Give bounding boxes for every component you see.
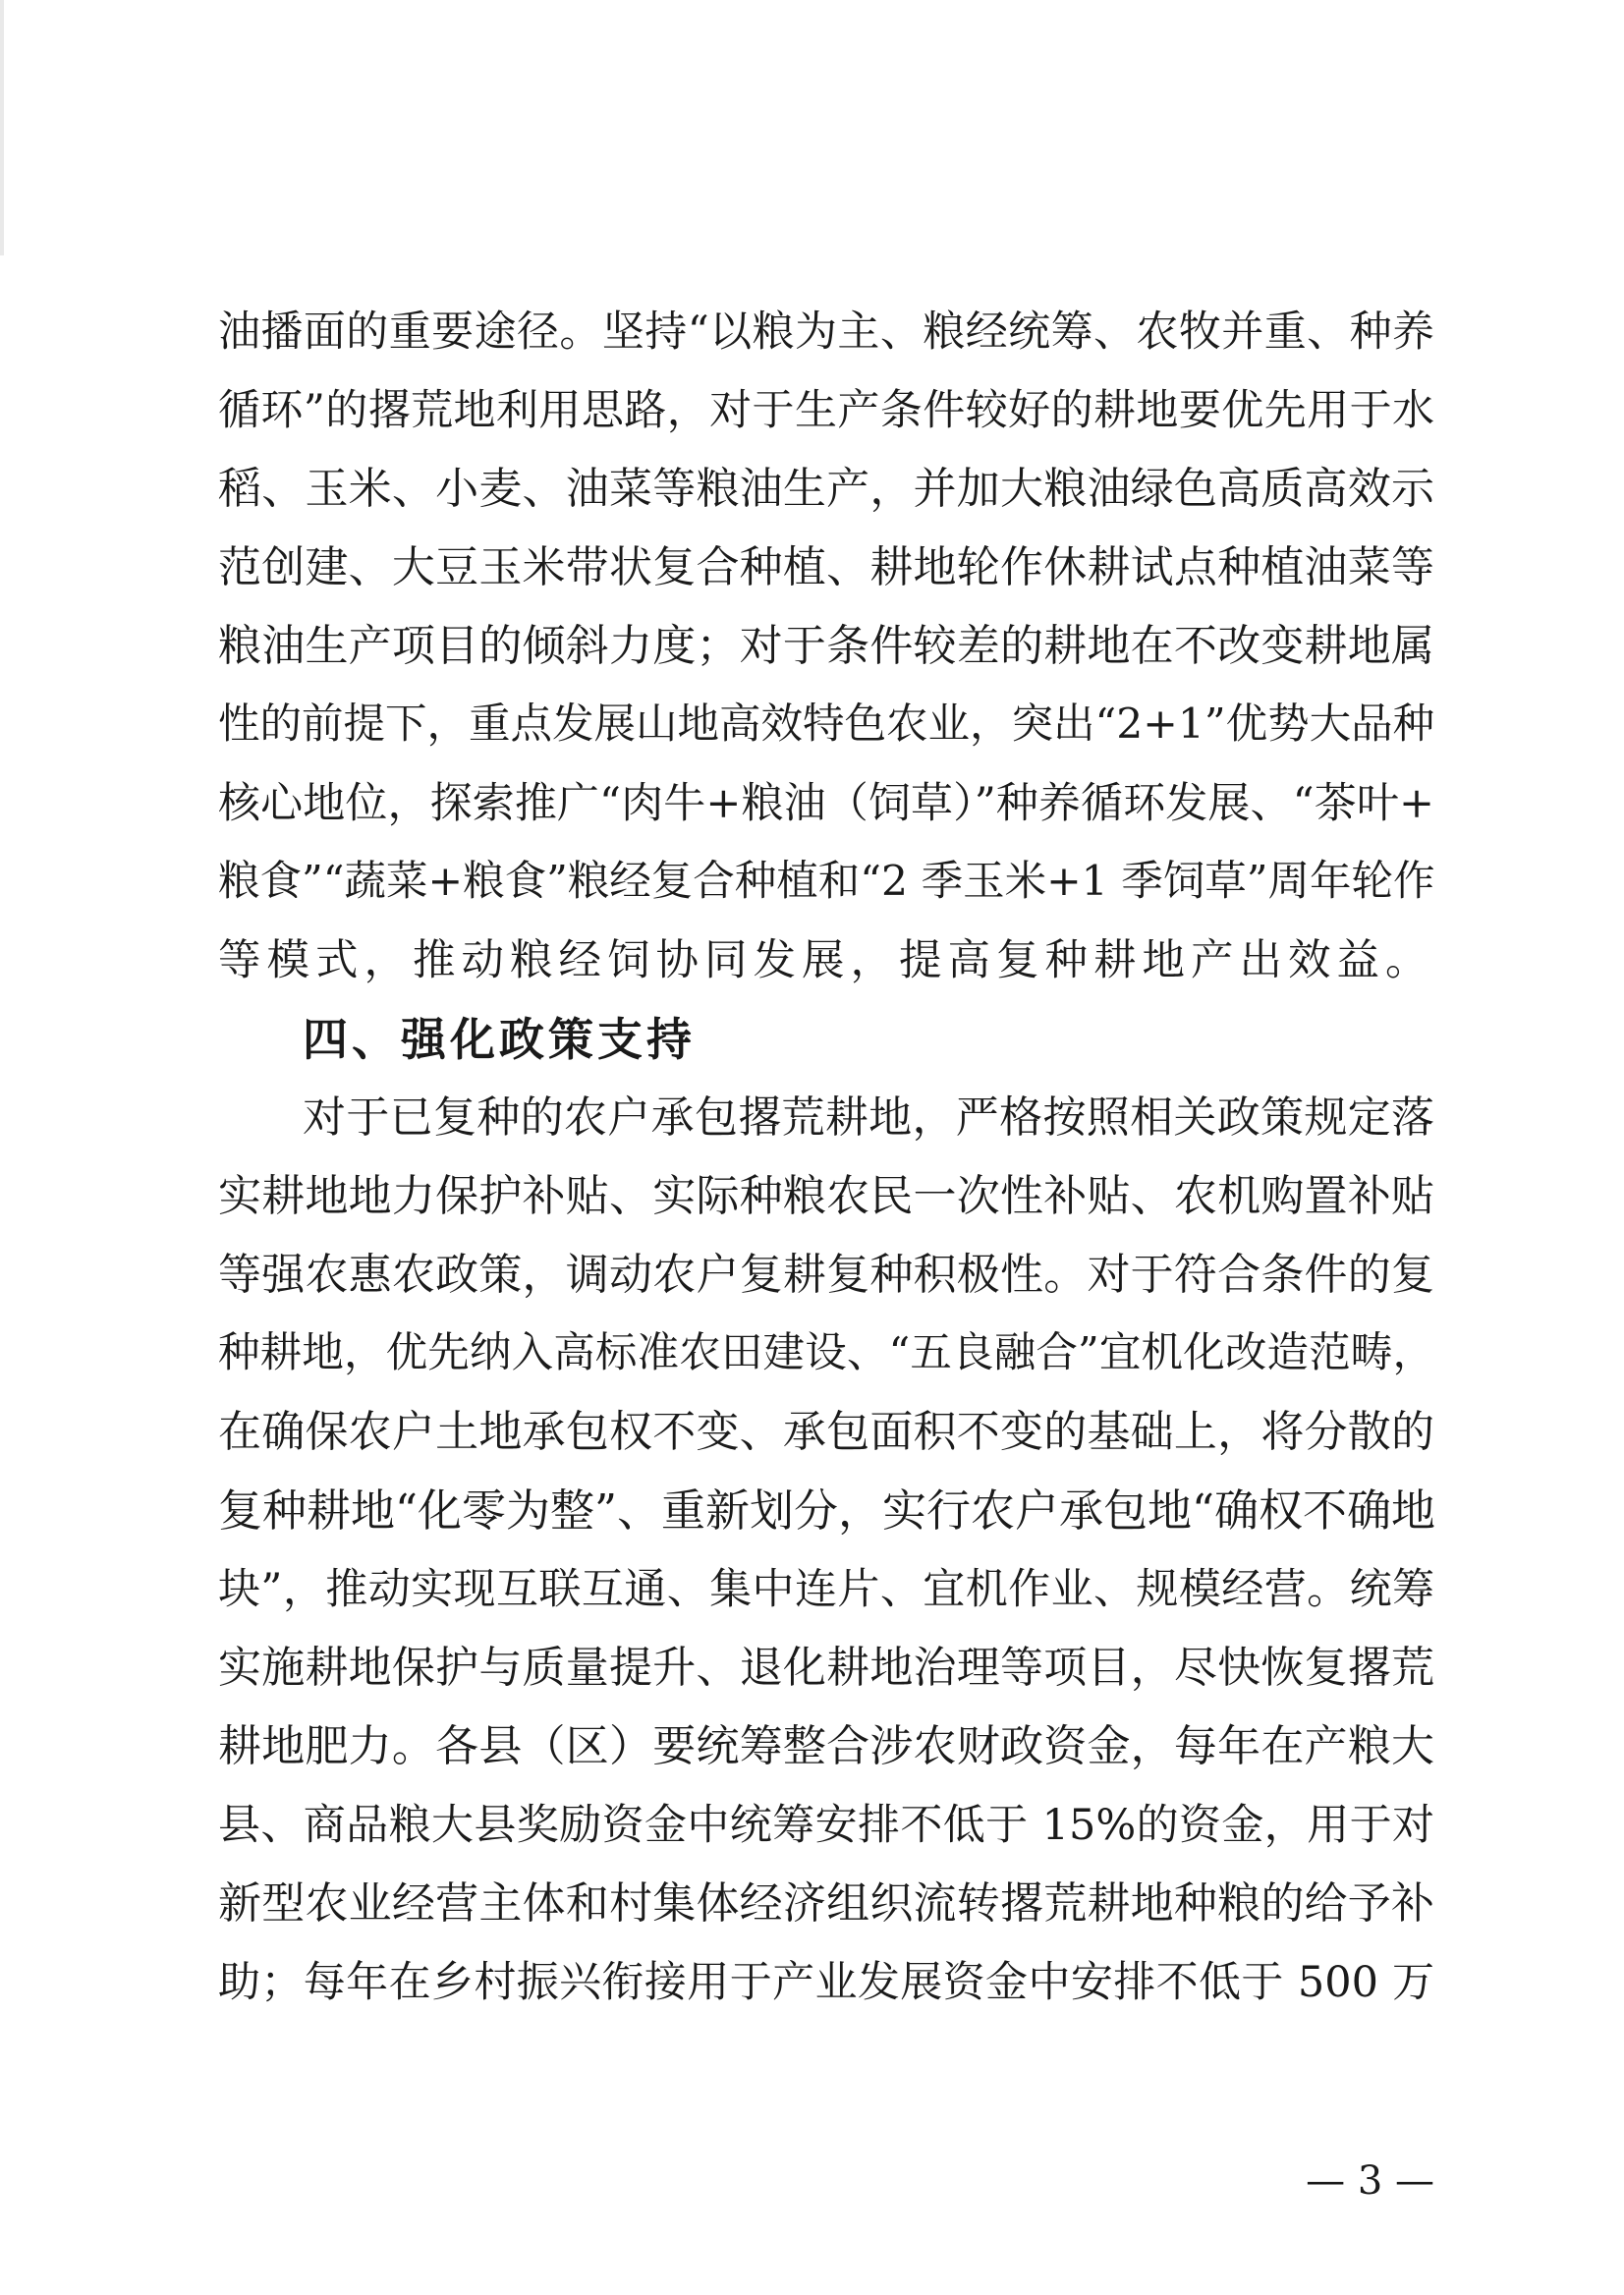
- page-number: — 3 —: [1306, 2158, 1434, 2204]
- paragraph-line: 性的前提下，重点发展山地高效特色农业，突出“2+1”优势大品种: [218, 700, 1435, 749]
- paragraph-line: 粮油生产项目的倾斜力度；对于条件较差的耕地在不改变耕地属: [218, 621, 1434, 671]
- paragraph-line: 范创建、大豆玉米带状复合种植、耕地轮作休耕试点种植油菜等: [218, 542, 1434, 592]
- section-heading: 四、强化政策支持: [303, 1013, 696, 1066]
- paragraph-line: 等强农惠农政策，调动农户复耕复种积极性。对于符合条件的复: [218, 1250, 1434, 1300]
- paragraph-line: 块”，推动实现互联互通、集中连片、宜机作业、规模经营。统筹: [218, 1565, 1434, 1614]
- paragraph-line: 循环”的撂荒地利用思路，对于生产条件较好的耕地要优先用于水: [218, 386, 1434, 435]
- paragraph-line: 复种耕地“化零为整”、重新划分，实行农户承包地“确权不确地: [218, 1484, 1436, 1537]
- paragraph-line: 新型农业经营主体和村集体经济组织流转撂荒耕地种粮的给予补: [218, 1878, 1434, 1929]
- paragraph-line: 在确保农户土地承包权不变、承包面积不变的基础上，将分散的: [218, 1407, 1434, 1457]
- paragraph-line: 油播面的重要途径。坚持“以粮为主、粮经统筹、农牧并重、种养: [218, 308, 1434, 357]
- paragraph-line: 核心地位，探索推广“肉牛+粮油（饲草）”种养循环发展、“茶叶+: [218, 779, 1434, 828]
- paragraph-line: 稻、玉米、小麦、油菜等粮油生产，并加大粮油绿色高质高效示: [218, 464, 1434, 514]
- paragraph-line: 实施耕地保护与质量提升、退化耕地治理等项目，尽快恢复撂荒: [218, 1643, 1434, 1693]
- paragraph-line: 县、商品粮大县奖励资金中统筹安排不低于 15%的资金，用于对: [218, 1801, 1434, 1850]
- scan-edge-mark: [0, 0, 4, 255]
- paragraph-line: 粮食”“蔬菜+粮食”粮经复合种植和“2 季玉米+1 季饲草”周年轮作: [218, 858, 1435, 906]
- paragraph-line: 种耕地，优先纳入高标准农田建设、“五良融合”宜机化改造范畴，: [218, 1329, 1434, 1377]
- paragraph-line: 耕地肥力。各县（区）要统筹整合涉农财政资金，每年在产粮大: [218, 1721, 1434, 1771]
- paragraph-line: 助；每年在乡村振兴衔接用于产业发展资金中安排不低于 500 万: [218, 1958, 1434, 2007]
- paragraph-line: 等模式，推动粮经饲协同发展，提高复种耕地产出效益。: [218, 936, 1434, 985]
- paragraph-line: 对于已复种的农户承包撂荒耕地，严格按照相关政策规定落: [303, 1092, 1434, 1143]
- paragraph-line: 实耕地地力保护补贴、实际种粮农民一次性补贴、农机购置补贴: [218, 1171, 1434, 1221]
